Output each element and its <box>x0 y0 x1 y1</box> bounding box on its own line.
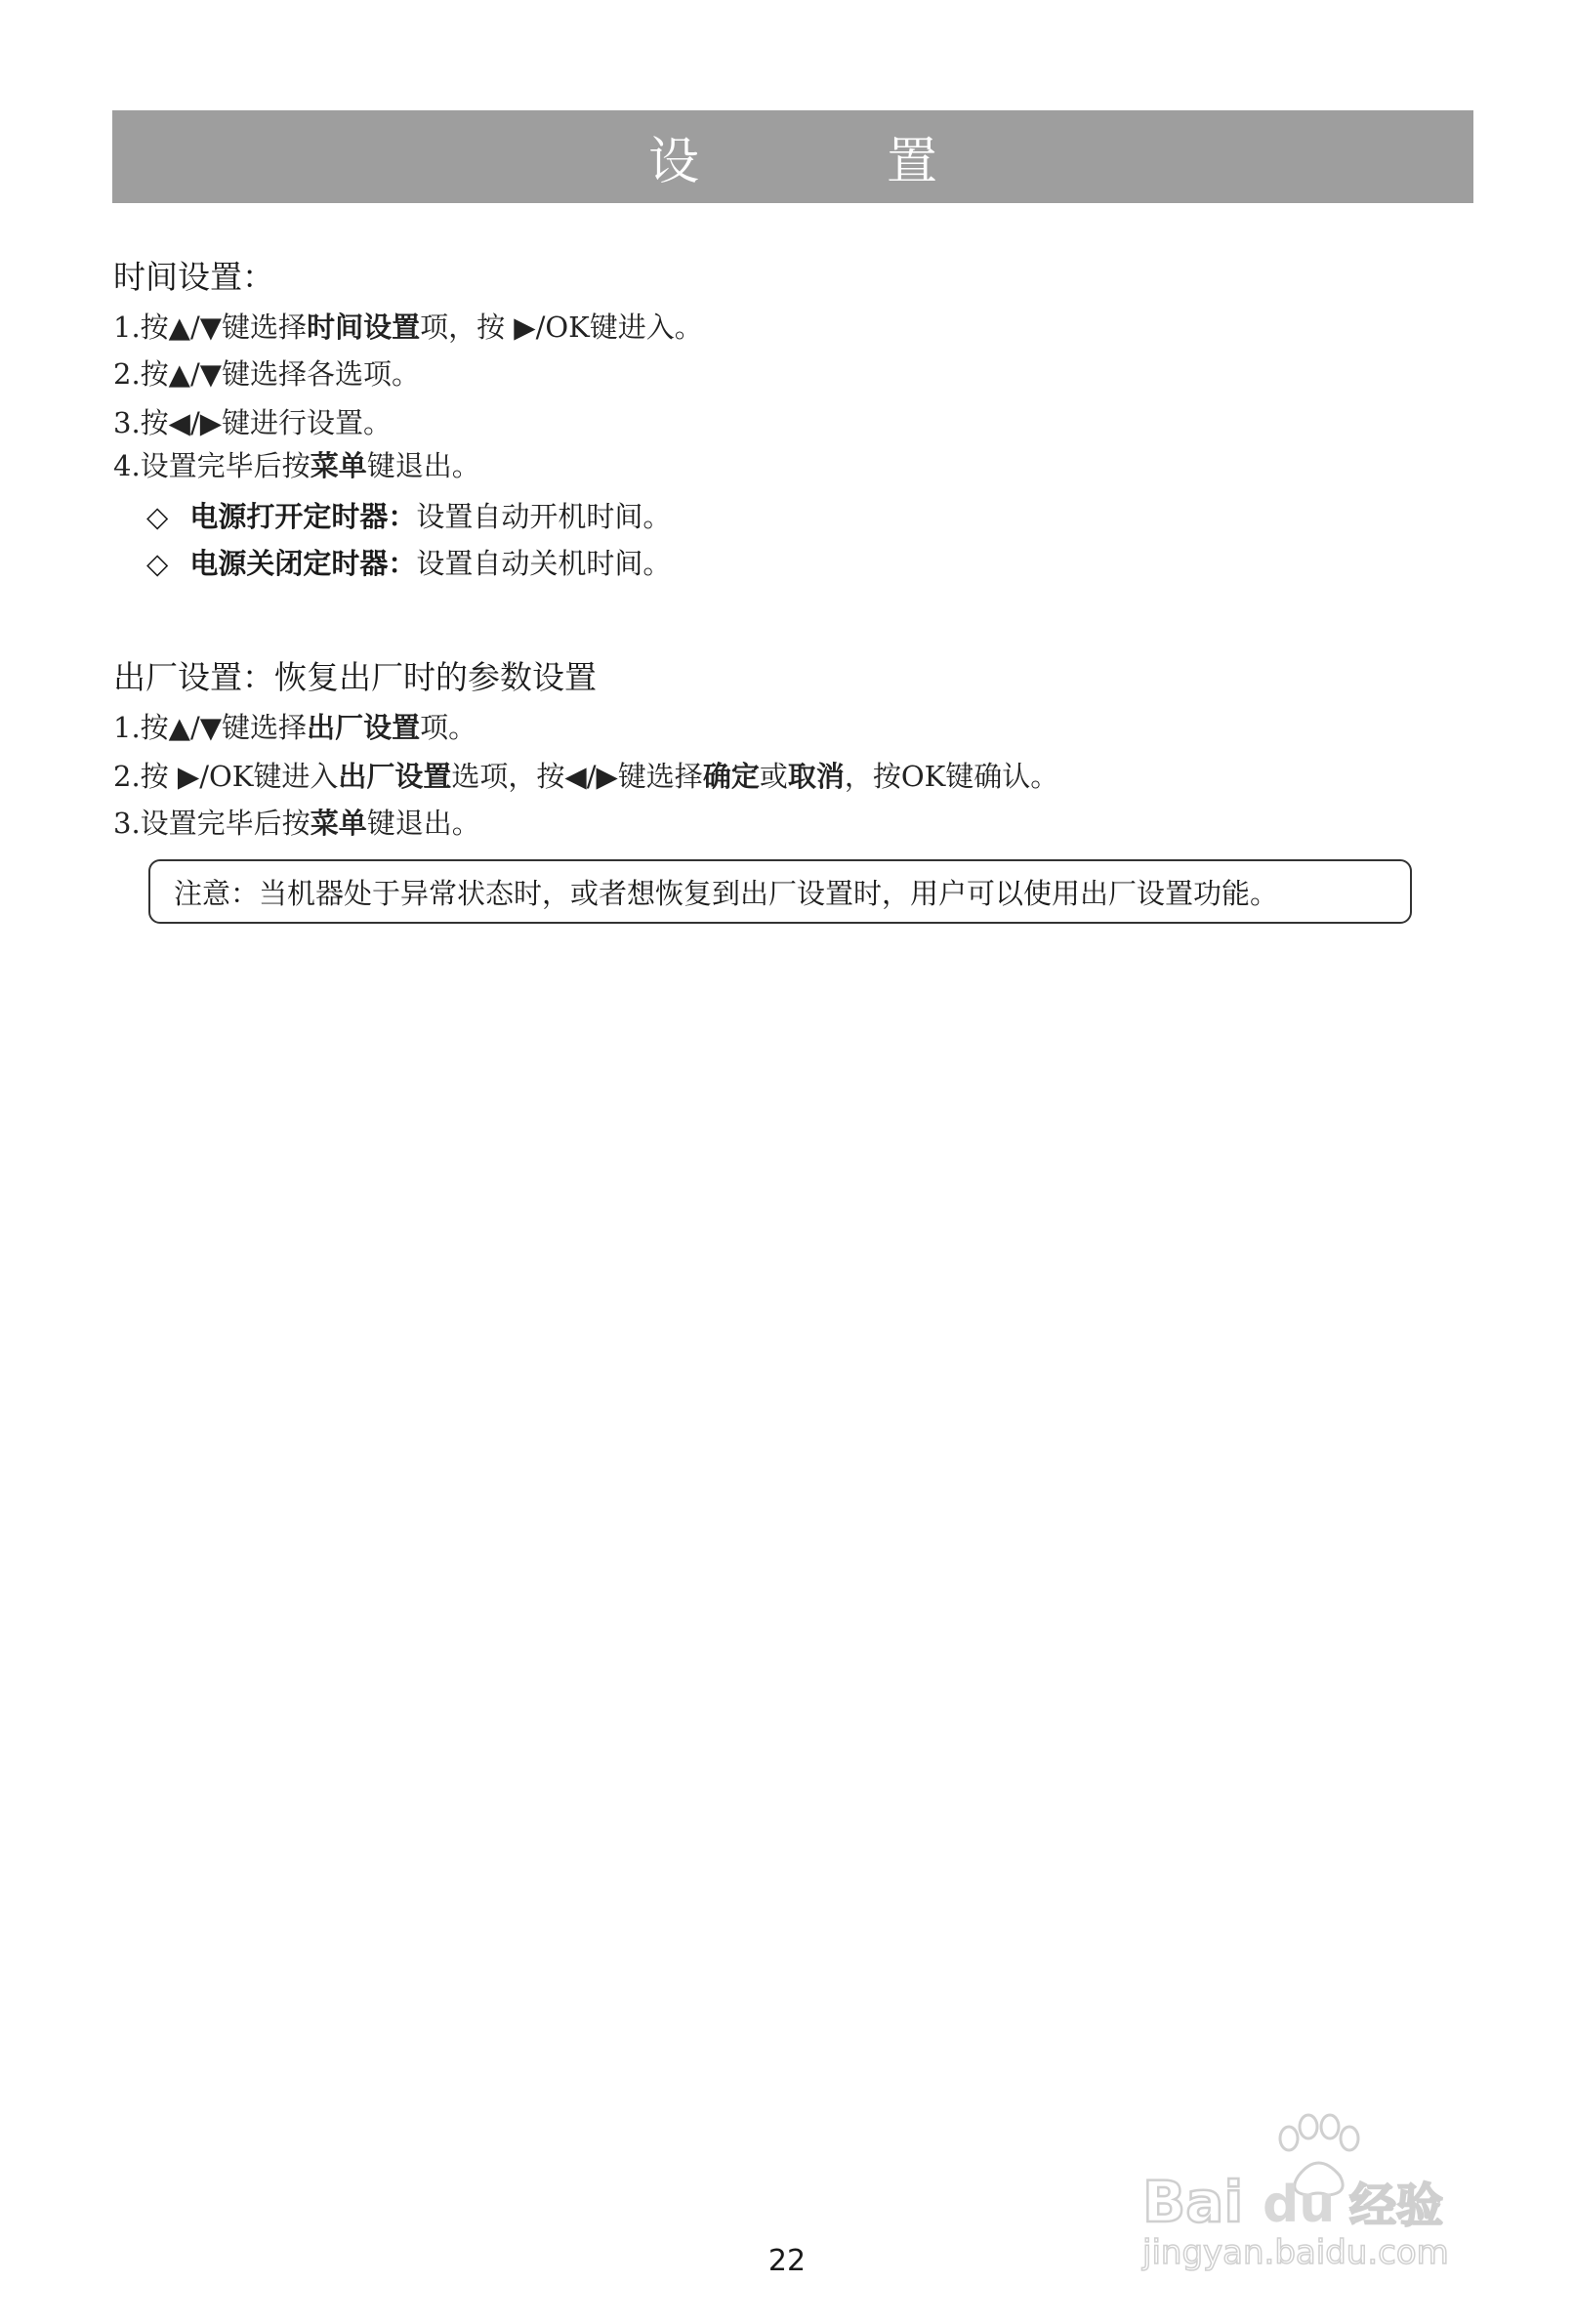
time-step-3 <box>113 406 392 440</box>
factory-step-2 <box>113 760 1058 794</box>
step-number: 3. <box>113 406 141 439</box>
step-keyword: 时间设置 <box>307 311 421 344</box>
step-text: 项。 <box>420 711 477 744</box>
step-number: 2. <box>113 760 141 793</box>
step-number: 1. <box>113 311 141 344</box>
step-keyword: 出厂设置 <box>338 760 452 793</box>
step-number: 3. <box>113 807 141 840</box>
diamond-bullet-icon: ◇ <box>146 547 169 580</box>
step-text: 按 ▶/OK键进入 <box>140 760 339 793</box>
step-text: 按▲/▼键选择 <box>140 311 308 344</box>
factory-step-1 <box>113 711 476 745</box>
note-text: 注意：当机器处于异常状态时，或者想恢复到出厂设置时，用户可以使用出厂设置功能。 <box>174 876 1279 910</box>
note-box <box>148 859 1412 924</box>
step-keyword: 取消 <box>787 760 845 793</box>
item-description: 设置自动关机时间。 <box>416 547 672 580</box>
step-number: 4. <box>113 449 141 482</box>
watermark-brand: Bai <box>1142 2169 1244 2235</box>
power-on-timer-item <box>146 500 671 534</box>
section-title-bar <box>112 110 1473 203</box>
item-label: 电源关闭定时器： <box>189 547 417 580</box>
step-number: 2. <box>113 357 141 391</box>
step-text: ，按OK键确认。 <box>844 760 1059 793</box>
page-title: 设 置 <box>647 133 1006 191</box>
step-keyword: 确定 <box>702 760 760 793</box>
step-text: 按◀/▶键进行设置。 <box>140 406 393 439</box>
watermark-brand-2: du <box>1263 2176 1336 2234</box>
time-step-4 <box>113 449 480 483</box>
time-step-1 <box>113 311 703 345</box>
diamond-bullet-icon: ◇ <box>146 500 169 533</box>
step-text: 键退出。 <box>366 807 480 840</box>
step-text: 设置完毕后按 <box>140 449 311 482</box>
item-description: 设置自动开机时间。 <box>416 500 672 533</box>
time-settings-heading: 时间设置： <box>113 258 274 296</box>
factory-settings-heading: 出厂设置：恢复出厂时的参数设置 <box>113 658 597 696</box>
step-text: 设置完毕后按 <box>140 807 311 840</box>
page-number: 22 <box>767 2244 807 2278</box>
step-text: 键退出。 <box>366 449 480 482</box>
step-text: 按▲/▼键选择 <box>140 711 308 744</box>
step-number: 1. <box>113 711 141 744</box>
step-keyword: 菜单 <box>310 807 367 840</box>
time-step-2 <box>113 357 420 392</box>
factory-step-3 <box>113 807 480 841</box>
step-text: 选项，按◀/▶键选择 <box>451 760 703 793</box>
step-text: 按▲/▼键选择各选项。 <box>140 357 421 391</box>
step-text: 项，按 ▶/OK键进入。 <box>420 311 703 344</box>
step-keyword: 菜单 <box>310 449 367 482</box>
step-text: 或 <box>759 760 788 793</box>
watermark-url: jingyan.baidu.com <box>1142 2233 1449 2272</box>
watermark-cn: 经验 <box>1349 2179 1444 2233</box>
item-label: 电源打开定时器： <box>189 500 417 533</box>
power-off-timer-item <box>146 547 671 581</box>
step-keyword: 出厂设置 <box>307 711 421 744</box>
